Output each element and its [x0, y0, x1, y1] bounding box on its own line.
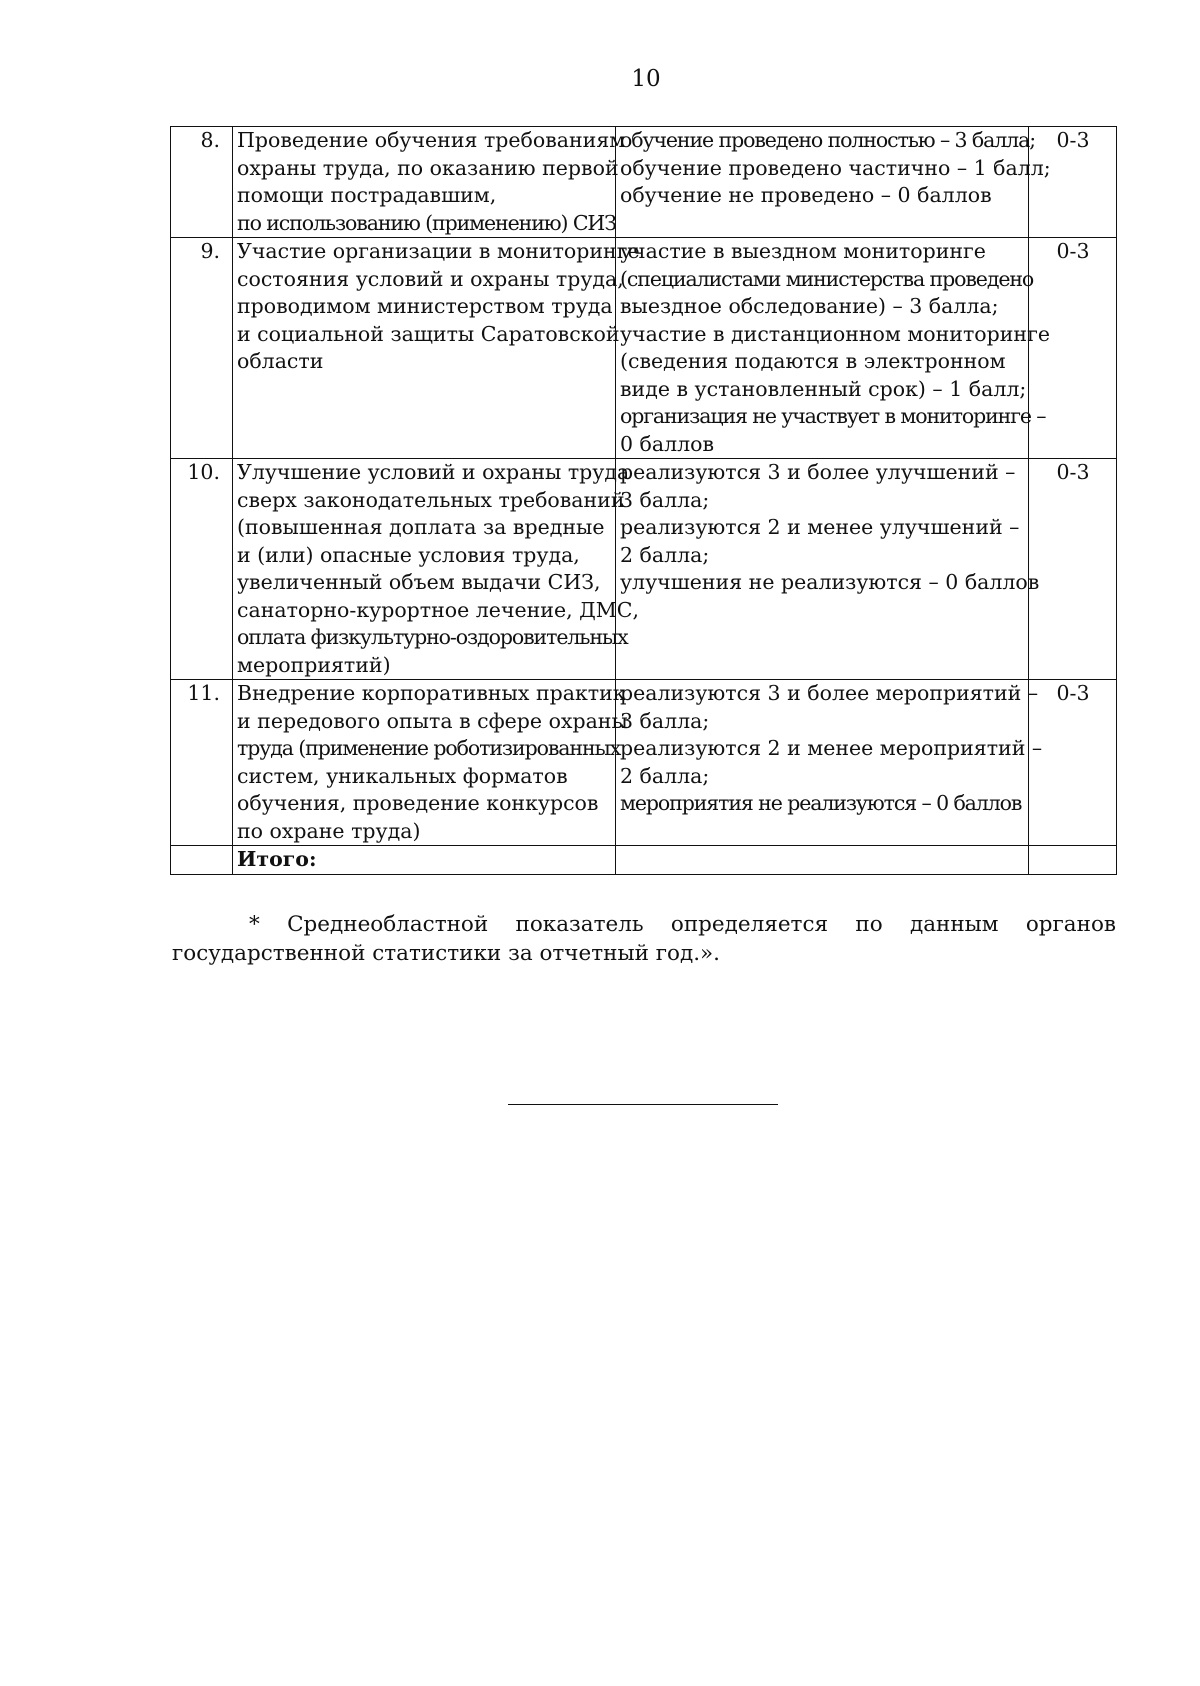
criterion-line: Улучшение условий и охраны труда — [237, 460, 630, 484]
criterion-line: труда (применение роботизированных — [237, 736, 621, 760]
scoring-line: обучение не проведено – 0 баллов — [620, 183, 992, 207]
scoring-line: реализуются 2 и менее улучшений – — [620, 515, 1020, 539]
criterion-line: обучения, проведение конкурсов — [237, 791, 599, 815]
total-scoring-cell — [616, 846, 1029, 875]
scoring-line: 0 баллов — [620, 431, 715, 456]
table-row — [171, 459, 1117, 680]
criterion-line: области — [237, 349, 324, 373]
criterion-line: помощи пострадавшим, — [237, 183, 497, 207]
criterion-cell — [233, 127, 626, 238]
criterion-line: Проведение обучения требованиям — [237, 128, 626, 152]
score-range: 0-3 — [1029, 680, 1117, 846]
footnote: * Среднеобластной показатель определяется по данным органов государственной статистики за отчетный год.». — [172, 912, 1116, 966]
scoring-line: (сведения подаются в электронном — [620, 349, 1006, 373]
criterion-line: оплата физкультурно-оздоровительных — [237, 625, 628, 649]
scoring-line: (специалистами министерства проведено — [620, 266, 1034, 291]
criterion-line: проводимом министерством труда — [237, 294, 613, 318]
criterion-cell — [233, 238, 640, 459]
criterion-line: (повышенная доплата за вредные — [237, 515, 605, 539]
criterion-line: по использованию (применению) СИЗ — [237, 210, 616, 235]
scoring-line: обучение проведено частично – 1 балл; — [620, 155, 1051, 180]
scoring-cell — [616, 238, 1050, 459]
criterion-line: Внедрение корпоративных практик — [237, 681, 626, 705]
score-range: 0-3 — [1029, 238, 1117, 459]
scoring-line: реализуются 3 и более улучшений – — [620, 460, 1016, 484]
scoring-line: мероприятия не реализуются – 0 баллов — [620, 791, 1022, 815]
scoring-cell — [616, 459, 1040, 680]
scoring-line: обучение проведено полностью – 3 балла; — [620, 128, 1036, 152]
row-number: 10. — [171, 459, 233, 680]
scoring-line: организация не участвует в мониторинге – — [620, 404, 1046, 428]
scoring-cell — [616, 127, 1051, 238]
criterion-line: охраны труда, по оказанию первой — [237, 155, 619, 180]
end-rule-divider — [508, 1104, 778, 1105]
criterion-line: Участие организации в мониторинге — [237, 239, 640, 263]
scoring-line: улучшения не реализуются – 0 баллов — [620, 570, 1040, 594]
row-number: 8. — [171, 127, 233, 238]
criterion-line: систем, уникальных форматов — [237, 763, 568, 788]
scoring-line: 3 балла; — [620, 487, 710, 512]
table-total-row — [171, 846, 1117, 875]
scoring-line: участие в дистанционном мониторинге — [620, 321, 1050, 346]
score-range: 0-3 — [1029, 127, 1117, 238]
criterion-line: санаторно-курортное лечение, ДМС, — [237, 597, 639, 622]
table-row — [171, 238, 1117, 459]
scoring-line: виде в установленный срок) – 1 балл; — [620, 376, 1027, 401]
scoring-line: 3 балла; — [620, 708, 710, 733]
total-number-cell — [171, 846, 233, 875]
criterion-line: и (или) опасные условия труда, — [237, 542, 580, 567]
criterion-line: по охране труда) — [237, 818, 421, 843]
criteria-table — [170, 126, 1117, 875]
criterion-line: увеличенный объем выдачи СИЗ, — [237, 570, 601, 594]
criterion-cell — [233, 459, 639, 680]
criterion-line: и передового опыта в сфере охраны — [237, 708, 628, 733]
page-number: 10 — [631, 66, 661, 92]
scoring-line: 2 балла; — [620, 763, 710, 788]
scoring-line: выездное обследование) – 3 балла; — [620, 294, 999, 318]
scoring-line: участие в выездном мониторинге — [620, 239, 986, 263]
table-row — [171, 127, 1117, 238]
score-range: 0-3 — [1029, 459, 1117, 680]
total-range-cell — [1029, 846, 1117, 875]
criterion-line: состояния условий и охраны труда, — [237, 266, 624, 291]
scoring-line: реализуются 3 и более мероприятий – — [620, 681, 1039, 705]
scoring-line: 2 балла; — [620, 542, 710, 567]
total-label: Итого: — [233, 846, 616, 875]
row-number: 11. — [171, 680, 233, 846]
scoring-cell — [616, 680, 1043, 846]
row-number: 9. — [171, 238, 233, 459]
table-row — [171, 680, 1117, 846]
scoring-line: реализуются 2 и менее мероприятий – — [620, 736, 1043, 760]
criterion-line: сверх законодательных требований — [237, 487, 625, 512]
criterion-cell — [233, 680, 628, 846]
criterion-line: мероприятий) — [237, 652, 391, 677]
criterion-line: и социальной защиты Саратовской — [237, 321, 620, 346]
